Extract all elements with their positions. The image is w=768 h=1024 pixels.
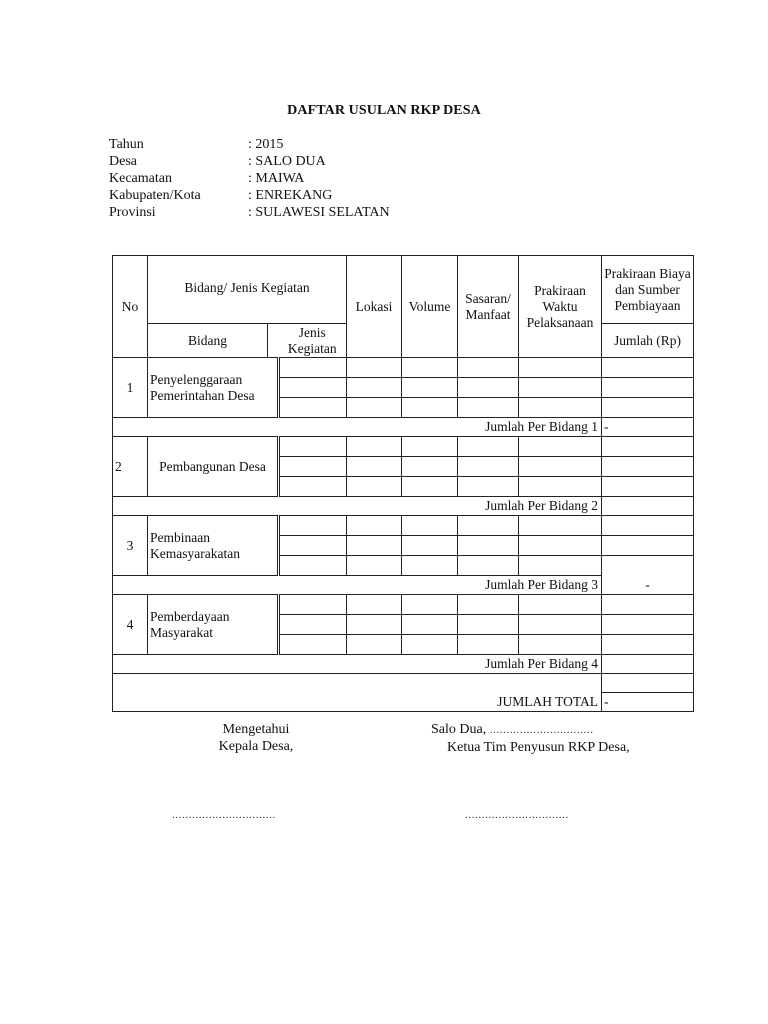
total-value: - (602, 693, 694, 712)
subtotal-label: Jumlah Per Bidang 1 (113, 418, 602, 437)
info-label: Provinsi (109, 205, 156, 220)
cell (519, 378, 602, 398)
info-label: Kabupaten/Kota (109, 188, 201, 203)
cell (279, 378, 347, 398)
cell (519, 477, 602, 497)
document-title: DAFTAR USULAN RKP DESA (287, 103, 481, 118)
cell (519, 437, 602, 457)
cell (458, 457, 519, 477)
cell (279, 615, 347, 635)
cell (279, 437, 347, 457)
cell (519, 516, 602, 536)
info-label: Desa (109, 154, 137, 169)
subtotal-label: Jumlah Per Bidang 2 (113, 497, 602, 516)
cell (347, 536, 402, 556)
cell (519, 595, 602, 615)
cell (347, 595, 402, 615)
info-row-provinsi (109, 204, 390, 221)
cell (519, 398, 602, 418)
cell (402, 477, 458, 497)
info-row-tahun (109, 136, 390, 153)
info-label: Kecamatan (109, 171, 172, 186)
info-row-desa (109, 153, 390, 170)
cell (519, 358, 602, 378)
header-spacer (268, 324, 279, 358)
right-name-dots: ............................... (465, 809, 569, 821)
signature-left-line2: Kepala Desa, (218, 739, 294, 754)
group-bidang: Penyelenggaraan Pemerintahan Desa (148, 358, 279, 418)
header-bidang-jenis: Bidang/ Jenis Kegiatan (148, 256, 347, 324)
cell (602, 615, 694, 635)
info-value: : SULAWESI SELATAN (248, 205, 390, 220)
cell (347, 556, 402, 576)
header-jumlah-rp: Jumlah (Rp) (602, 324, 694, 358)
cell (347, 437, 402, 457)
cell (458, 437, 519, 457)
subtotal-value (602, 655, 694, 674)
cell (458, 358, 519, 378)
cell (279, 457, 347, 477)
cell (602, 378, 694, 398)
group-no: 2 (113, 437, 148, 497)
place-date-label: Salo Dua, (431, 722, 487, 737)
subtotal-label: Jumlah Per Bidang 3 (113, 576, 602, 595)
cell (279, 536, 347, 556)
total-label: JUMLAH TOTAL (113, 674, 602, 712)
info-row-kabupaten (109, 187, 390, 204)
cell (347, 635, 402, 655)
subtotal-label: Jumlah Per Bidang 4 (113, 655, 602, 674)
signature-left-line1: Mengetahui (222, 722, 290, 737)
group-no: 3 (113, 516, 148, 576)
group-no: 4 (113, 595, 148, 655)
group-bidang: Pembinaan Kemasyarakatan (148, 516, 279, 576)
cell (402, 398, 458, 418)
header-biaya: Prakiraan Biaya dan Sumber Pembiayaan (602, 256, 694, 324)
cell (458, 556, 519, 576)
cell (402, 615, 458, 635)
header-sasaran: Sasaran/ Manfaat (458, 256, 519, 358)
signature-right-line1 (420, 721, 690, 739)
cell (402, 358, 458, 378)
info-value: : MAIWA (248, 171, 305, 186)
subtotal-value (602, 497, 694, 516)
cell (347, 477, 402, 497)
group-no: 1 (113, 358, 148, 418)
cell (402, 457, 458, 477)
cell (279, 556, 347, 576)
cell (602, 556, 694, 576)
cell (347, 398, 402, 418)
cell (602, 398, 694, 418)
cell (458, 477, 519, 497)
info-value: : 2015 (248, 137, 284, 152)
cell (519, 615, 602, 635)
cell (602, 516, 694, 536)
cell (402, 516, 458, 536)
cell (347, 378, 402, 398)
group-bidang: Pemberdayaan Masyarakat (148, 595, 279, 655)
signature-right-line2: Ketua Tim Penyusun RKP Desa, (447, 740, 630, 755)
signature-left (196, 721, 316, 755)
date-dots: ............................... (489, 724, 594, 736)
cell (402, 635, 458, 655)
cell (402, 378, 458, 398)
cell (602, 477, 694, 497)
cell (458, 378, 519, 398)
cell (347, 615, 402, 635)
info-label: Tahun (109, 137, 144, 152)
cell (602, 437, 694, 457)
cell (458, 516, 519, 536)
header-volume: Volume (402, 256, 458, 358)
cell (347, 516, 402, 536)
cell (602, 595, 694, 615)
header-no: No (113, 256, 148, 358)
cell (602, 536, 694, 556)
cell (402, 556, 458, 576)
header-jenis-kegiatan: Jenis Kegiatan (279, 324, 347, 358)
header-lokasi: Lokasi (347, 256, 402, 358)
cell (458, 635, 519, 655)
signature-right (420, 721, 690, 756)
cell (602, 457, 694, 477)
cell (458, 595, 519, 615)
cell (458, 536, 519, 556)
subtotal-value: - (602, 576, 694, 595)
cell (458, 615, 519, 635)
header-bidang: Bidang (148, 324, 268, 358)
info-row-kecamatan (109, 170, 390, 187)
cell (279, 635, 347, 655)
cell (279, 516, 347, 536)
cell (519, 556, 602, 576)
cell (602, 358, 694, 378)
left-name-dots: ............................... (172, 809, 276, 821)
cell (519, 536, 602, 556)
cell (279, 477, 347, 497)
group-bidang: Pembangunan Desa (148, 437, 279, 497)
cell (279, 595, 347, 615)
cell (602, 635, 694, 655)
info-value: : ENREKANG (248, 188, 333, 203)
info-block (109, 136, 390, 221)
cell (402, 536, 458, 556)
cell (402, 595, 458, 615)
header-waktu: Prakiraan Waktu Pelaksanaan (519, 256, 602, 358)
cell (347, 457, 402, 477)
subtotal-value: - (602, 418, 694, 437)
cell (602, 674, 694, 693)
cell (519, 635, 602, 655)
cell (279, 398, 347, 418)
info-value: : SALO DUA (248, 154, 326, 169)
cell (347, 358, 402, 378)
cell (519, 457, 602, 477)
rkp-table (112, 255, 694, 712)
cell (458, 398, 519, 418)
cell (402, 437, 458, 457)
cell (279, 358, 347, 378)
